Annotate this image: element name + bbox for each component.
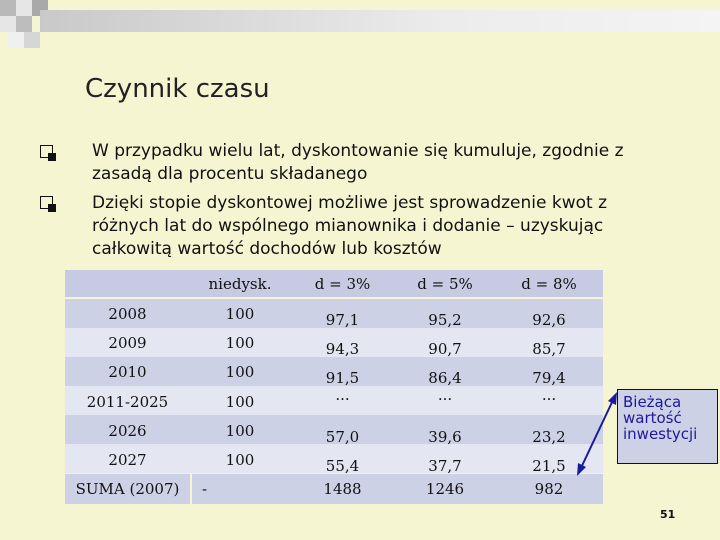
callout-line: Bieżąca xyxy=(623,393,682,411)
table-cell: - xyxy=(202,480,208,498)
bullet-line: zasadą dla procentu składanego xyxy=(92,164,368,184)
table-header-cell: niedysk. xyxy=(208,275,272,293)
decor-square xyxy=(16,0,32,16)
table-cell: ... xyxy=(437,386,453,404)
table-cell: 100 xyxy=(225,305,255,323)
callout-box xyxy=(617,389,718,464)
table-row-label: 2010 xyxy=(108,363,147,381)
table-cell: 39,6 xyxy=(428,428,462,446)
table-cell: 21,5 xyxy=(532,457,566,475)
table-row-label: 2026 xyxy=(108,422,147,440)
decor-square xyxy=(8,32,24,48)
top-band xyxy=(40,10,720,32)
table-cell: 97,1 xyxy=(325,311,360,329)
table-cell: 92,6 xyxy=(532,311,566,329)
table-row-label: 2008 xyxy=(108,305,147,323)
table-cell: 23,2 xyxy=(532,428,566,446)
table-header-cell: d = 5% xyxy=(417,275,473,293)
table-cell: 95,2 xyxy=(428,311,462,329)
decor-square xyxy=(24,32,40,48)
bullet-line: W przypadku wielu lat, dyskontowanie się kumuluje, zgodnie z xyxy=(92,141,624,161)
table-cell: 86,4 xyxy=(428,369,462,387)
table-row-label: 2009 xyxy=(108,334,147,352)
table-row-label: 2011-2025 xyxy=(86,393,169,411)
bullet-icon xyxy=(40,196,53,209)
slide-title: Czynnik czasu xyxy=(85,74,270,104)
table-header-cell: d = 3% xyxy=(314,275,371,293)
callout-line: wartość xyxy=(623,409,682,427)
table-cell: 982 xyxy=(534,480,564,498)
table-cell: 91,5 xyxy=(325,369,360,387)
table-cell: 37,7 xyxy=(428,457,462,475)
page-number: 51 xyxy=(660,508,676,521)
table-cell: 85,7 xyxy=(532,340,566,358)
table-row-label: 2027 xyxy=(108,451,147,469)
table-cell: 90,7 xyxy=(428,340,462,358)
table-cell: 100 xyxy=(225,393,255,411)
table-cell: 57,0 xyxy=(325,428,360,446)
table-row-label: SUMA (2007) xyxy=(75,480,180,498)
decor-square xyxy=(0,0,16,16)
table-cell: 94,3 xyxy=(325,340,360,358)
decor-square xyxy=(0,16,16,32)
table-cell: 79,4 xyxy=(532,369,566,387)
table-header-cell: d = 8% xyxy=(521,275,577,293)
bullet-line: Dzięki stopie dyskontowej możliwe jest sprowadzenie kwot z xyxy=(92,193,608,213)
bullet-text xyxy=(92,140,692,186)
table-cell: 1488 xyxy=(323,480,362,498)
table-cell: 100 xyxy=(225,422,255,440)
table-cell: ... xyxy=(335,386,350,404)
table-cell: 100 xyxy=(225,334,255,352)
callout-line: inwestycji xyxy=(623,425,698,443)
table-cell: 55,4 xyxy=(325,457,360,475)
bullet-icon xyxy=(40,145,53,158)
bullet-line: różnych lat do wspólnego mianownika i dodanie – uzyskując xyxy=(92,216,604,236)
bullet-line: całkowitą wartość dochodów lub kosztów xyxy=(92,239,442,259)
table-cell: 100 xyxy=(225,363,255,381)
table-cell: ... xyxy=(541,386,557,404)
table-cell: 100 xyxy=(225,451,255,469)
bullet-text xyxy=(92,192,692,261)
table-cell: 1246 xyxy=(425,480,465,498)
decor-square xyxy=(16,16,32,32)
double-arrow-icon xyxy=(572,388,622,478)
